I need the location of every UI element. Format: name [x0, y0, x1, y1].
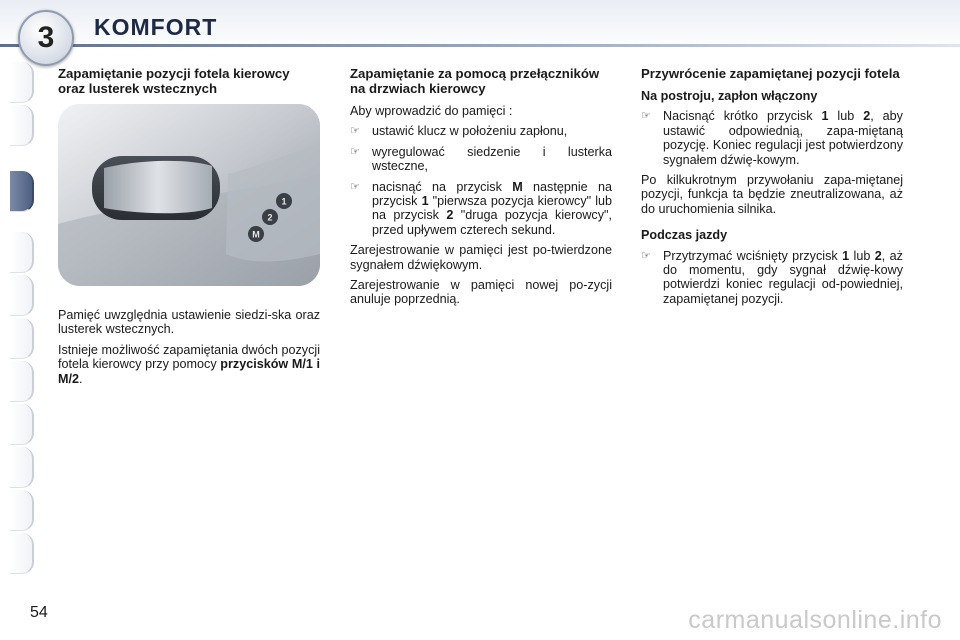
- pointing-hand-icon: ☞: [350, 180, 360, 193]
- paragraph: Pamięć uwzględnia ustawienie siedzi-ska oraz lusterek wstecznych.: [58, 308, 320, 337]
- pointing-hand-icon: ☞: [350, 125, 360, 138]
- chapter-tab[interactable]: [10, 318, 34, 359]
- column-2: [350, 66, 612, 313]
- list-item: ☞ ustawić klucz w położeniu zapłonu,: [350, 124, 568, 139]
- chapter-tab[interactable]: [10, 361, 34, 402]
- bold-term: przycisków M/1 i M/2: [58, 357, 320, 386]
- list-item: ☞ wyregulować siedzenie i lusterka wsteczne,: [350, 144, 612, 174]
- chapter-tab[interactable]: [10, 232, 34, 273]
- memory-button-1-label: 1: [281, 196, 287, 207]
- section-heading: Przywrócenie zapamiętanej pozycji fotela: [641, 66, 900, 81]
- pointing-hand-icon: ☞: [641, 249, 651, 262]
- section-heading: Zapamiętanie pozycji fotela kierowcy oraz lusterek wstecznych: [58, 66, 290, 96]
- watermark: carmanualsonline.info: [688, 606, 942, 634]
- page-number: 54: [30, 604, 48, 621]
- chapter-tab[interactable]: [10, 62, 34, 103]
- chapter-tabs: [0, 62, 40, 582]
- chapter-tab[interactable]: [10, 275, 34, 316]
- chapter-tab-active[interactable]: [10, 171, 34, 212]
- chapter-tab[interactable]: [10, 105, 34, 146]
- paragraph: Zarejestrowanie w pamięci jest po-twierdzone sygnałem dźwiękowym.: [350, 243, 612, 272]
- chapter-title: KOMFORT: [94, 14, 218, 40]
- column-1: [58, 66, 320, 392]
- subheading: Na postroju, zapłon włączony: [641, 89, 818, 103]
- memory-button-2-label: 2: [267, 212, 273, 223]
- section-heading: Zapamiętanie za pomocą przełączników na drzwiach kierowcy: [350, 66, 600, 96]
- paragraph: Aby wprowadzić do pamięci :: [350, 104, 513, 118]
- memory-button-m-label: M: [252, 229, 260, 240]
- paragraph: Po kilkukrotnym przywołaniu zapa-miętanej pozycji, funkcja ta będzie zneutralizowana, aż do uruchomienia silnika.: [641, 173, 903, 216]
- pointing-hand-icon: ☞: [641, 110, 651, 123]
- chapter-number-badge: 3: [18, 10, 74, 66]
- subheading: Podczas jazdy: [641, 228, 728, 243]
- list-item: ☞ Nacisnąć krótko przycisk 1 lub 2, aby ustawić odpowiednią, zapa-miętaną pozycję. Koniec regulacji jest potwierdzony sygnałem dźwię-kowym.: [641, 109, 903, 167]
- list-item: ☞ Przytrzymać wciśnięty przycisk 1 lub 2, aż do momentu, gdy sygnał dźwię-kowy potwierdzi koniec regulacji od-powiedniej, zapamiętanej pozycji.: [641, 248, 903, 306]
- chapter-tab[interactable]: [10, 404, 34, 445]
- list-item: ☞ nacisnąć na przycisk M następnie na przycisk 1 "pierwsza pozycja kierowcy" lub na przycisk 2 "druga pozycja kierowcy", przed upływem czterech sekund.: [350, 179, 612, 237]
- door-handle-illustration: [58, 104, 320, 286]
- paragraph: Istnieje możliwość zapamiętania dwóch pozycji fotela kierowcy przy pomocy przycisków M/1 i M/2.: [58, 342, 320, 386]
- chapter-tab[interactable]: [10, 447, 34, 488]
- door-memory-buttons-photo: [58, 104, 320, 286]
- chapter-tab[interactable]: [10, 490, 34, 531]
- paragraph: Zarejestrowanie w pamięci nowej po-zycji anuluje poprzednią.: [350, 278, 612, 307]
- chapter-tab[interactable]: [10, 533, 34, 574]
- header-rule: [0, 44, 960, 47]
- pointing-hand-icon: ☞: [350, 145, 360, 158]
- column-3: [641, 66, 903, 312]
